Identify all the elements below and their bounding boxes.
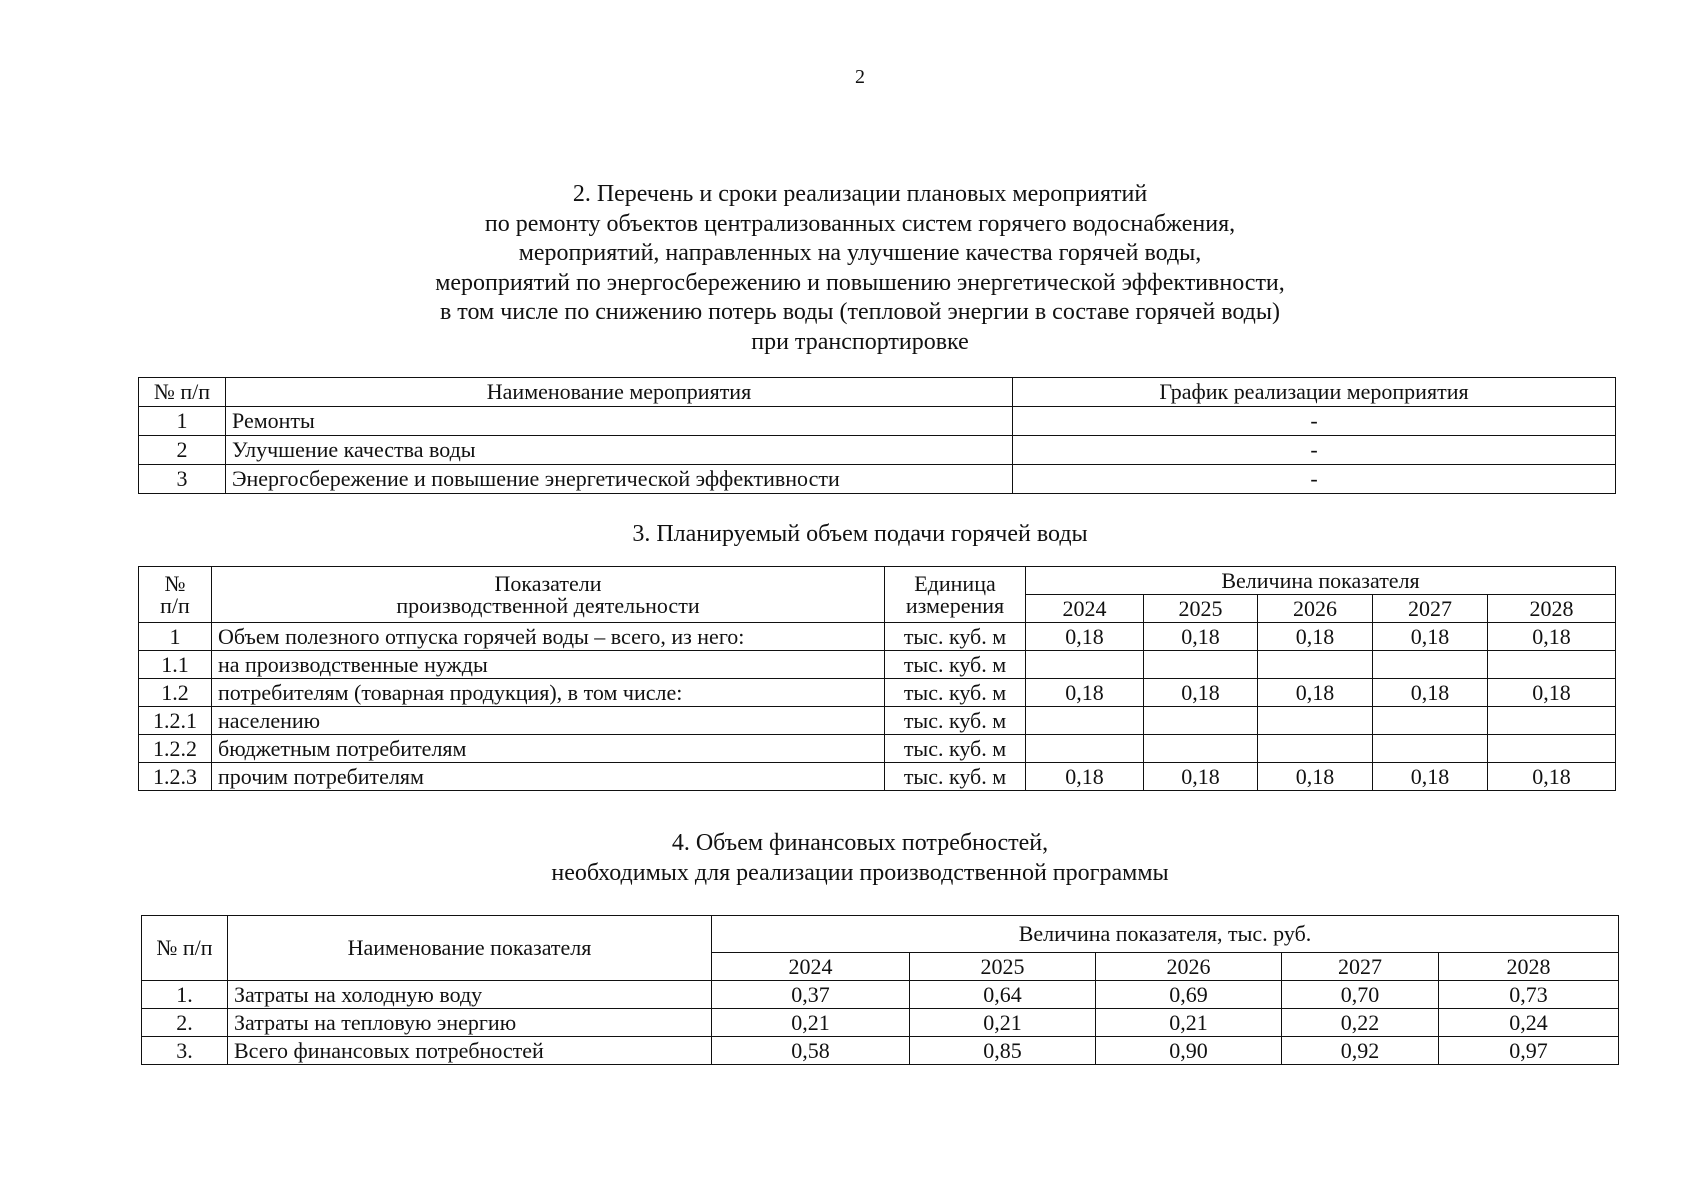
value-cell bbox=[1373, 735, 1488, 763]
header-cell-indicator bbox=[212, 567, 885, 623]
row-number: 2. bbox=[142, 1009, 228, 1037]
year-header: 2024 bbox=[712, 953, 910, 981]
table-row bbox=[139, 763, 1616, 791]
indicator-name: Всего финансовых потребностей bbox=[228, 1037, 712, 1065]
value-cell: 0,73 bbox=[1439, 981, 1619, 1009]
value-cell: 0,97 bbox=[1439, 1037, 1619, 1065]
value-cell bbox=[1026, 707, 1144, 735]
header-number-line: № bbox=[164, 570, 186, 596]
unit: тыс. куб. м bbox=[885, 651, 1026, 679]
value-cell bbox=[1258, 735, 1373, 763]
table-row bbox=[139, 679, 1616, 707]
indicator-name: бюджетным потребителям bbox=[212, 735, 885, 763]
table-row bbox=[142, 1037, 1619, 1065]
header-number-line: п/п bbox=[160, 592, 190, 618]
header-cell-value: Величина показателя, тыс. руб. bbox=[712, 916, 1619, 953]
value-cell: 0,18 bbox=[1373, 623, 1488, 651]
activity-schedule: - bbox=[1013, 407, 1616, 436]
value-cell: 0,18 bbox=[1026, 679, 1144, 707]
header-unit-line: измерения bbox=[905, 592, 1005, 618]
value-cell: 0,18 bbox=[1144, 763, 1258, 791]
year-header: 2027 bbox=[1373, 595, 1488, 623]
section-2-title bbox=[0, 180, 1691, 357]
unit: тыс. куб. м bbox=[885, 763, 1026, 791]
value-cell bbox=[1258, 707, 1373, 735]
value-cell bbox=[1373, 651, 1488, 679]
indicator-name: на производственные нужды bbox=[212, 651, 885, 679]
value-cell: 0,69 bbox=[1096, 981, 1282, 1009]
row-number: 3 bbox=[139, 465, 226, 494]
table-row bbox=[139, 707, 1616, 735]
table-row bbox=[139, 436, 1616, 465]
section-2-title-line: при транспортировке bbox=[751, 328, 969, 355]
unit: тыс. куб. м bbox=[885, 679, 1026, 707]
activity-schedule: - bbox=[1013, 465, 1616, 494]
indicator-name: Затраты на холодную воду bbox=[228, 981, 712, 1009]
value-cell bbox=[1144, 707, 1258, 735]
value-cell: 0,18 bbox=[1144, 623, 1258, 651]
header-cell-value: Величина показателя bbox=[1026, 567, 1616, 595]
section-4-title bbox=[0, 829, 1691, 888]
value-cell: 0,18 bbox=[1488, 763, 1616, 791]
indicator-name: населению bbox=[212, 707, 885, 735]
row-number: 2 bbox=[139, 436, 226, 465]
value-cell: 0,85 bbox=[910, 1037, 1096, 1065]
value-cell: 0,21 bbox=[910, 1009, 1096, 1037]
header-cell-schedule: График реализации мероприятия bbox=[1013, 378, 1616, 407]
section-4-title-line: необходимых для реализации производственной программы bbox=[551, 859, 1169, 886]
value-cell: 0,18 bbox=[1373, 763, 1488, 791]
hot-water-volume-table bbox=[138, 566, 1616, 791]
row-number: 1.2.3 bbox=[139, 763, 212, 791]
value-cell: 0,92 bbox=[1282, 1037, 1439, 1065]
indicator-name: Объем полезного отпуска горячей воды – всего, из него: bbox=[212, 623, 885, 651]
value-cell bbox=[1373, 707, 1488, 735]
section-2-title-line: в том числе по снижению потерь воды (тепловой энергии в составе горячей воды) bbox=[439, 299, 1281, 325]
value-cell bbox=[1488, 651, 1616, 679]
header-cell-indicator-name: Наименование показателя bbox=[228, 916, 712, 981]
value-cell bbox=[1144, 735, 1258, 763]
table-header-row bbox=[142, 916, 1619, 953]
value-cell: 0,90 bbox=[1096, 1037, 1282, 1065]
table-row bbox=[142, 1009, 1619, 1037]
header-unit-line: Единица bbox=[914, 570, 996, 596]
table-row bbox=[139, 407, 1616, 436]
activity-name: Энергосбережение и повышение энергетической эффективности bbox=[226, 465, 1013, 494]
value-cell: 0,70 bbox=[1282, 981, 1439, 1009]
value-cell bbox=[1026, 735, 1144, 763]
activity-name: Ремонты bbox=[226, 407, 1013, 436]
row-number: 1 bbox=[139, 407, 226, 436]
value-cell: 0,22 bbox=[1282, 1009, 1439, 1037]
section-2-title-line: мероприятий по энергосбережению и повышению энергетической эффективности, bbox=[435, 269, 1285, 296]
header-cell-number: № п/п bbox=[139, 378, 226, 407]
unit: тыс. куб. м bbox=[885, 735, 1026, 763]
row-number: 1.2 bbox=[139, 679, 212, 707]
header-cell-number bbox=[139, 567, 212, 623]
value-cell: 0,21 bbox=[712, 1009, 910, 1037]
section-2-title-line: по ремонту объектов централизованных систем горячего водоснабжения, bbox=[484, 210, 1236, 237]
table-header-row bbox=[139, 378, 1616, 407]
activities-table bbox=[138, 377, 1616, 494]
value-cell: 0,18 bbox=[1488, 623, 1616, 651]
value-cell: 0,18 bbox=[1258, 763, 1373, 791]
year-header: 2026 bbox=[1258, 595, 1373, 623]
value-cell: 0,18 bbox=[1488, 679, 1616, 707]
value-cell: 0,24 bbox=[1439, 1009, 1619, 1037]
value-cell bbox=[1144, 651, 1258, 679]
unit: тыс. куб. м bbox=[885, 623, 1026, 651]
row-number: 1.2.2 bbox=[139, 735, 212, 763]
section-2-title-line: 2. Перечень и сроки реализации плановых мероприятий bbox=[572, 181, 1148, 207]
header-indicator-line: Показатели bbox=[494, 570, 602, 596]
header-indicator-line: производственной деятельности bbox=[396, 592, 700, 618]
row-number: 1. bbox=[142, 981, 228, 1009]
value-cell: 0,18 bbox=[1026, 623, 1144, 651]
value-cell: 0,18 bbox=[1258, 623, 1373, 651]
year-header: 2025 bbox=[910, 953, 1096, 981]
indicator-name: Затраты на тепловую энергию bbox=[228, 1009, 712, 1037]
year-header: 2028 bbox=[1488, 595, 1616, 623]
section-3-title: 3. Планируемый объем подачи горячей воды bbox=[632, 521, 1088, 547]
section-2-title-line: мероприятий, направленных на улучшение качества горячей воды, bbox=[518, 240, 1202, 266]
value-cell: 0,18 bbox=[1026, 763, 1144, 791]
unit: тыс. куб. м bbox=[885, 707, 1026, 735]
table-row bbox=[139, 735, 1616, 763]
value-cell bbox=[1488, 707, 1616, 735]
section-4-title-line: 4. Объем финансовых потребностей, bbox=[671, 830, 1049, 856]
row-number: 3. bbox=[142, 1037, 228, 1065]
value-cell bbox=[1258, 651, 1373, 679]
year-header: 2024 bbox=[1026, 595, 1144, 623]
table-row bbox=[139, 651, 1616, 679]
table-row bbox=[139, 623, 1616, 651]
value-cell: 0,18 bbox=[1258, 679, 1373, 707]
table-row bbox=[142, 981, 1619, 1009]
table-row bbox=[139, 465, 1616, 494]
value-cell: 0,64 bbox=[910, 981, 1096, 1009]
value-cell: 0,18 bbox=[1144, 679, 1258, 707]
value-cell: 0,21 bbox=[1096, 1009, 1282, 1037]
activity-name: Улучшение качества воды bbox=[226, 436, 1013, 465]
indicator-name: прочим потребителям bbox=[212, 763, 885, 791]
value-cell bbox=[1026, 651, 1144, 679]
row-number: 1 bbox=[139, 623, 212, 651]
header-cell-activity-name: Наименование мероприятия bbox=[226, 378, 1013, 407]
year-header: 2025 bbox=[1144, 595, 1258, 623]
value-cell: 0,58 bbox=[712, 1037, 910, 1065]
header-cell-number: № п/п bbox=[142, 916, 228, 981]
indicator-name: потребителям (товарная продукция), в том числе: bbox=[212, 679, 885, 707]
year-header: 2026 bbox=[1096, 953, 1282, 981]
row-number: 1.2.1 bbox=[139, 707, 212, 735]
table-header-row bbox=[139, 567, 1616, 595]
year-header: 2028 bbox=[1439, 953, 1619, 981]
value-cell bbox=[1488, 735, 1616, 763]
page-number: 2 bbox=[855, 66, 865, 88]
year-header: 2027 bbox=[1282, 953, 1439, 981]
financial-needs-table bbox=[141, 915, 1619, 1065]
value-cell: 0,18 bbox=[1373, 679, 1488, 707]
value-cell: 0,37 bbox=[712, 981, 910, 1009]
row-number: 1.1 bbox=[139, 651, 212, 679]
activity-schedule: - bbox=[1013, 436, 1616, 465]
header-cell-unit bbox=[885, 567, 1026, 623]
